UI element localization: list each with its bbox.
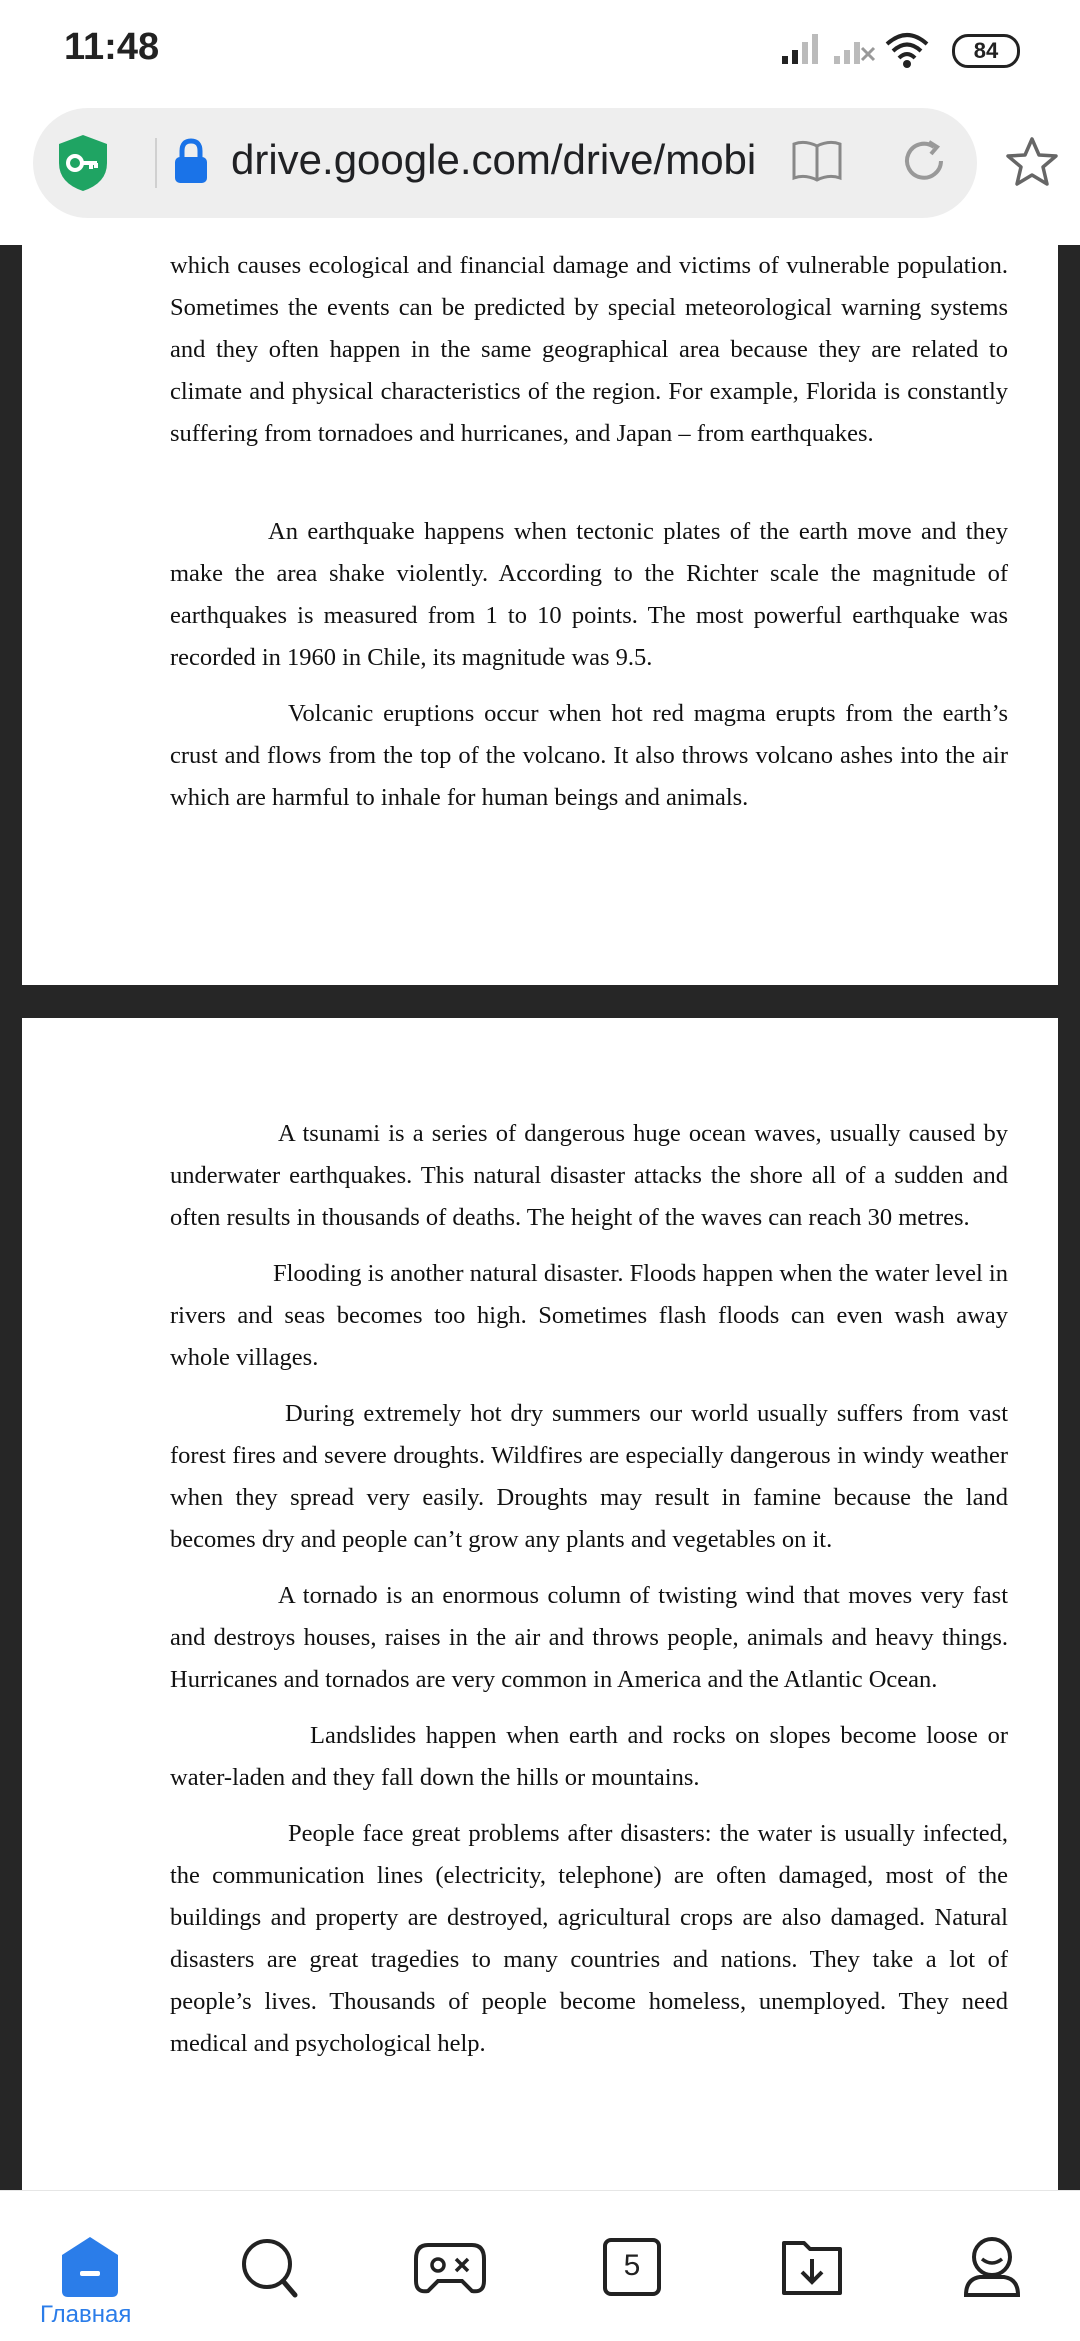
status-time: 11:48 [64, 26, 160, 68]
paragraph: Flooding is another natural disaster. Floods happen when the water level in rivers and seas becomes too high. Sometimes flash floods can even wash away whole villages. [170, 1260, 1008, 1371]
home-icon [58, 2235, 122, 2299]
address-bar[interactable] [33, 108, 977, 218]
paragraph: A tornado is an enormous column of twisting wind that moves very fast and destroys houses, raises in the air and throws people, animals and heavy things. Hurricanes and tornados are very common in America and the Atlantic Ocean. [170, 1582, 1008, 1693]
shield-key-icon[interactable] [55, 133, 111, 193]
wifi-icon [884, 30, 930, 70]
paragraph: An earthquake happens when tectonic plates of the earth move and they make the area shake violently. According to the Richter scale the magnitude of earthquakes is measured from 1 to 10 points. The most powerful earthquake was recorded in 1960 in Chile, its magnitude was 9.5. [170, 518, 1008, 671]
bottom-navigation [0, 2190, 1080, 2341]
paragraph: During extremely hot dry summers our world usually suffers from vast forest fires and severe droughts. Wildfires are especially dangerous in windy weather when they spread very easily. Droughts may result in famine because the land becomes dry and people can’t grow any plants and vegetables on it. [170, 1400, 1008, 1553]
nav-downloads[interactable] [780, 2235, 844, 2299]
battery-indicator: 84 [952, 34, 1020, 68]
nav-search[interactable] [238, 2235, 302, 2299]
cell-signal-icon [780, 30, 824, 66]
browser-toolbar [0, 100, 1080, 245]
paragraph: Volcanic eruptions occur when hot red magma erupts from the earth’s crust and flows from the top of the volcano. It also throws volcano ashes into the air which are harmful to inhale for human beings and animals. [170, 700, 1008, 811]
paragraph: which causes ecological and financial damage and victims of vulnerable population. Sometimes the events can be predicted by special meteorological warning systems and they often happen in the same geographical area because they are related to climate and physical characteristics of the region. For example, Florida is constantly suffering from tornadoes and hurricanes, and Japan – from earthquakes. [170, 252, 1008, 447]
paragraph: People face great problems after disasters: the water is usually infected, the communication lines (electricity, telephone) are often damaged, most of the buildings and property are destroyed, agricultural crops are also damaged. Natural disasters are great tragedies to many countries and nations. They take a lot of people’s lives. Thousands of people become homeless, unemployed. They need medical and psychological help. [170, 1820, 1008, 2057]
lock-icon [173, 138, 209, 184]
tabs-count: 5 [623, 2249, 641, 2282]
games-icon [414, 2235, 486, 2299]
search-icon [238, 2235, 302, 2299]
cell-signal-off-icon [832, 30, 876, 66]
address-separator [155, 138, 157, 188]
nav-home-label[interactable]: Главная [40, 2301, 132, 2328]
paragraph: Landslides happen when earth and rocks on slopes become loose or water-laden and they fall down the hills or mountains. [170, 1722, 1008, 1791]
document-page[interactable] [22, 245, 1058, 985]
paragraph: A tsunami is a series of dangerous huge ocean waves, usually caused by underwater earthquakes. This natural disaster attacks the shore all of a sudden and often results in thousands of deaths. The height of the waves can reach 30 metres. [170, 1120, 1008, 1231]
nav-games[interactable] [414, 2235, 486, 2299]
status-icons [780, 30, 1020, 70]
url-text[interactable]: drive.google.com/drive/mobi [231, 136, 757, 183]
nav-profile[interactable] [960, 2235, 1024, 2299]
document-page[interactable] [22, 1018, 1058, 2190]
reload-icon[interactable] [901, 138, 947, 184]
downloads-icon [780, 2235, 844, 2299]
nav-home[interactable] [58, 2235, 122, 2299]
status-bar [0, 0, 1080, 100]
reader-mode-icon[interactable] [791, 138, 843, 184]
bookmark-star-icon[interactable] [1005, 136, 1059, 188]
nav-tabs[interactable] [600, 2235, 664, 2299]
profile-icon [960, 2235, 1024, 2299]
